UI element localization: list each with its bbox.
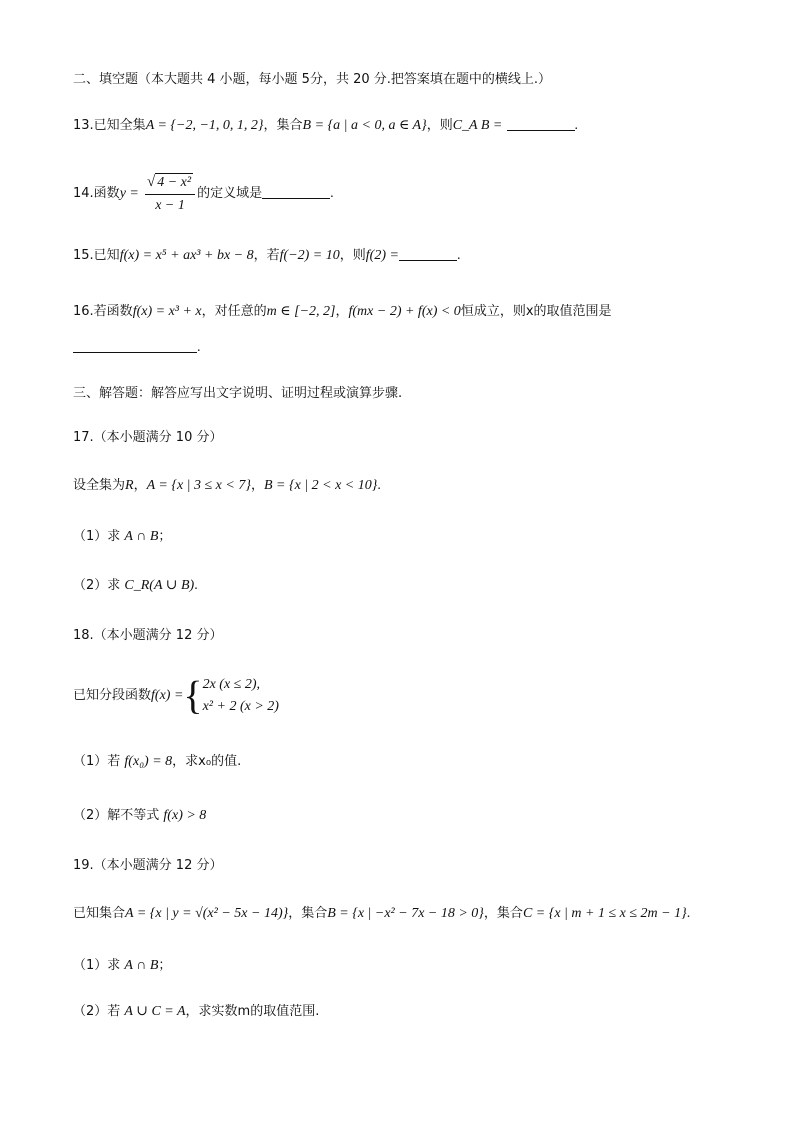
q18-brace: { [183, 672, 203, 718]
q19-set-b: B = {x | −x² − 7x − 18 > 0} [327, 906, 484, 921]
q19-set-a: A = {x | y = √(x² − 5x − 14)} [125, 906, 289, 921]
q19-part2-expr: A ∪ C = A [124, 1004, 186, 1019]
section-2-heading: 二、填空题（本大题共 4 小题，每小题 5分，共 20 分.把答案填在题中的横线上.） [73, 72, 552, 87]
q17-header: 17.（本小题满分 10 分） [73, 430, 223, 445]
q19-part2-label: （2）若 [73, 1004, 121, 1019]
q17-part1-label: （1）求 [73, 529, 121, 544]
q14-label: 14.函数 [73, 186, 120, 201]
section-3-heading: 三、解答题：解答应写出文字说明、证明过程或演算步骤. [73, 386, 403, 401]
q18-intro-text: 已知分段函数 [73, 688, 152, 703]
q18-part-1 [73, 752, 241, 772]
q19-intro-text: 已知集合 [73, 906, 126, 921]
q17-universal-set: R [125, 478, 134, 493]
q16-label: 16.若函数 [73, 304, 133, 319]
q14-fraction: $\frac{\text{√ 4 − x²}}{x - 1}$ [145, 173, 195, 215]
q17-intro: 设全集为R，A = {x | 3 ≤ x < 7}，B = {x | 2 < x < 10}. [73, 478, 381, 493]
q18-header: 18.（本小题满分 12 分） [73, 628, 223, 643]
q15-func: f(x) = x⁵ + ax³ + bx − 8 [119, 248, 254, 263]
q17-set-b: B = {x | 2 < x < 10} [263, 478, 378, 493]
q13-mid: ，集合 [263, 118, 303, 133]
q15-then: ，则 [339, 248, 366, 263]
q17-part2-label: （2）求 [73, 578, 121, 593]
q14-answer-blank[interactable] [262, 184, 330, 199]
q18-fx: f(x) = [151, 688, 184, 703]
question-16: 16.若函数f(x) = x³ + x，对任意的m ∈ [−2, 2]，f(mx − 2) + f(x) < 0恒成立，则x的取值范围是 [73, 304, 612, 319]
q16-mid: ，对任意的 [201, 304, 267, 319]
q19-mid2: ，集合 [483, 906, 523, 921]
q13-set-b: B = {a | a < 0, a ∈ A} [302, 118, 427, 133]
q14-denominator: x − 1 [155, 197, 185, 213]
q18-part1-tail: ，求x₀的值. [172, 754, 242, 769]
q16-m-range: m ∈ [−2, 2] [266, 304, 336, 319]
q13-complement: C_A B = [452, 118, 503, 133]
q16-answer-line: . [73, 338, 201, 358]
q18-part2-expr: f(x) > 8 [163, 808, 207, 823]
q16-func: f(x) = x³ + x [132, 304, 202, 319]
q18-cases [203, 674, 279, 718]
q18-part1-label: （1）若 [73, 754, 121, 769]
q18-part1-expr: f(x₀) = 8 [124, 754, 173, 769]
q19-part-2 [73, 1002, 319, 1022]
q19-part1-label: （1）求 [73, 958, 121, 973]
question-14: 14.函数y = $\frac{\text{√ 4 − x²}}{x - 1}$ 的定义域是 . [73, 173, 334, 213]
q14-numerator: 4 − x² [157, 174, 192, 190]
q15-mid: ，若 [253, 248, 280, 263]
q13-then: ，则 [426, 118, 453, 133]
q17-set-a: A = {x | 3 ≤ x < 7} [146, 478, 251, 493]
q13-set-a: A = {−2, −1, 0, 1, 2} [145, 118, 264, 133]
q17-part-1: （1）求 A ∩ B； [73, 529, 172, 544]
q16-tail: 恒成立，则x的取值范围是 [460, 304, 612, 319]
q19-header: 19.（本小题满分 12 分） [73, 858, 223, 873]
q18-case-1: 2x (x ≤ 2), [202, 676, 261, 692]
q14-tail: 的定义域是 [197, 186, 263, 201]
q19-set-c: C = {x | m + 1 ≤ x ≤ 2m − 1} [522, 906, 687, 921]
q19-part1-expr: A ∩ B [124, 958, 159, 973]
q17-part2-expr: C_R(A ∪ B) [124, 578, 195, 593]
q14-y: y = [119, 186, 139, 201]
q15-label: 15.已知 [73, 248, 120, 263]
q15-cond: f(−2) = 10 [279, 248, 340, 263]
question-13: 13.已知全集A = {−2, −1, 0, 1, 2}，集合B = {a | a < 0, a ∈ A}，则C_A B = . [73, 118, 578, 133]
q19-intro: 已知集合A = {x | y = √(x² − 5x − 14)}，集合B = {x | −x² − 7x − 18 > 0}，集合C = {x | m + 1 ≤ x ≤ 2m − 1}. [73, 906, 691, 921]
q18-case-2: x² + 2 (x > 2) [202, 698, 279, 714]
q18-intro [73, 668, 279, 724]
question-15: 15.已知f(x) = x⁵ + ax³ + bx − 8，若f(−2) = 10，则f(2) = . [73, 248, 461, 263]
q16-answer-blank[interactable] [73, 338, 197, 353]
q16-inequality: f(mx − 2) + f(x) < 0 [348, 304, 461, 319]
q13-answer-blank[interactable] [507, 116, 575, 131]
q18-part2-label: （2）解不等式 [73, 808, 160, 823]
q17-intro-text: 设全集为 [73, 478, 126, 493]
q19-part-1: （1）求 A ∩ B； [73, 958, 172, 973]
q13-label: 13.已知全集 [73, 118, 146, 133]
q19-part2-tail: ，求实数m的取值范围. [185, 1004, 320, 1019]
q15-answer-blank[interactable] [399, 246, 457, 261]
q18-part-2 [73, 806, 206, 826]
q19-mid1: ，集合 [288, 906, 328, 921]
q17-part-2: （2）求 C_R(A ∪ B). [73, 578, 198, 593]
q15-ask: f(2) = [365, 248, 399, 263]
q17-part1-expr: A ∩ B [124, 529, 159, 544]
